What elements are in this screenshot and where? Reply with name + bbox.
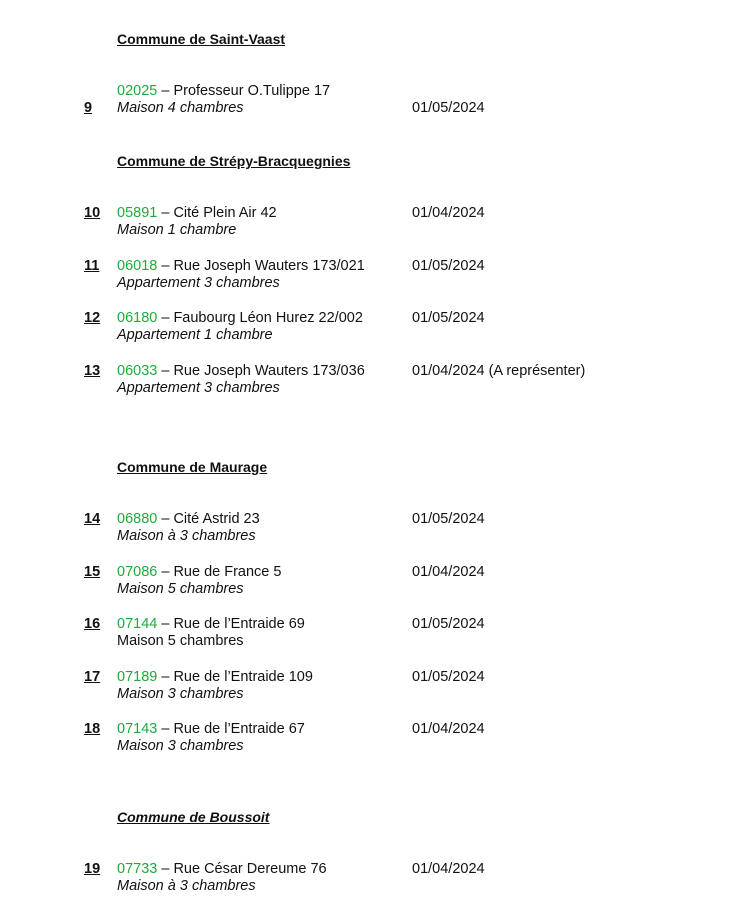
- entry-description: Maison à 3 chambres: [117, 878, 256, 894]
- entry-street: – Rue Joseph Wauters 173/021: [157, 258, 365, 274]
- entry-date: 01/05/2024: [412, 511, 485, 527]
- list-item: [0, 720, 751, 756]
- entry-date: 01/04/2024: [412, 564, 485, 580]
- entry-description: Maison à 3 chambres: [117, 528, 256, 544]
- entry-description: Appartement 3 chambres: [117, 380, 280, 396]
- entry-date: 01/04/2024: [412, 721, 485, 737]
- entry-code: 06180: [117, 310, 158, 326]
- entry-street: – Cité Plein Air 42: [157, 205, 277, 221]
- entry-code: 07189: [117, 669, 158, 685]
- entry-code: 06033: [117, 363, 158, 379]
- entry-street: – Rue de l’Entraide 69: [157, 616, 305, 632]
- entry-number: 10: [84, 205, 101, 221]
- entry-address: [117, 563, 281, 581]
- section-heading-strepy-bracquegnies: Commune de Strépy-Bracquegnies: [117, 153, 351, 169]
- entry-code: 06018: [117, 258, 158, 274]
- entry-date: 01/05/2024: [412, 669, 485, 685]
- entry-code: 07086: [117, 564, 158, 580]
- entry-description: Maison 5 chambres: [117, 633, 244, 649]
- entry-address: [117, 615, 305, 633]
- entry-address: [117, 257, 365, 275]
- section-heading-boussoit: Commune de Boussoit: [117, 809, 270, 825]
- entry-address: [117, 82, 330, 100]
- entry-address: [117, 668, 313, 686]
- entry-street: – Cité Astrid 23: [157, 511, 260, 527]
- list-item: [0, 510, 751, 546]
- list-item: [0, 257, 751, 293]
- entry-description: Appartement 1 chambre: [117, 327, 273, 343]
- entry-date: 01/04/2024 (A représenter): [412, 363, 586, 379]
- entry-number: 17: [84, 669, 101, 685]
- entry-description: Maison 5 chambres: [117, 581, 244, 597]
- entry-code: 07144: [117, 616, 158, 632]
- list-item: [0, 860, 751, 896]
- entry-number: 18: [84, 721, 101, 737]
- entry-date: 01/04/2024: [412, 861, 485, 877]
- entry-description: Appartement 3 chambres: [117, 275, 280, 291]
- entry-street: – Rue de l’Entraide 109: [157, 669, 313, 685]
- entry-number: 13: [84, 363, 101, 379]
- list-item: [0, 82, 751, 118]
- entry-code: 07143: [117, 721, 158, 737]
- entry-number: 16: [84, 616, 101, 632]
- section-heading-saint-vaast: Commune de Saint-Vaast: [117, 31, 286, 47]
- entry-date: 01/05/2024: [412, 310, 485, 326]
- entry-street: – Faubourg Léon Hurez 22/002: [157, 310, 363, 326]
- list-item: [0, 362, 751, 398]
- entry-address: [117, 510, 260, 528]
- entry-number: 9: [84, 100, 93, 116]
- entry-address: [117, 204, 277, 222]
- entry-street: – Rue Joseph Wauters 173/036: [157, 363, 365, 379]
- entry-address: [117, 860, 327, 878]
- entry-description: Maison 3 chambres: [117, 686, 244, 702]
- entry-date: 01/04/2024: [412, 205, 485, 221]
- entry-address: [117, 309, 363, 327]
- section-heading-maurage: Commune de Maurage: [117, 459, 268, 475]
- entry-number: 19: [84, 861, 101, 877]
- entry-code: 07733: [117, 861, 158, 877]
- entry-description: Maison 3 chambres: [117, 738, 244, 754]
- list-item: [0, 615, 751, 651]
- entry-code: 06880: [117, 511, 158, 527]
- entry-description: Maison 4 chambres: [117, 100, 244, 116]
- list-item: [0, 204, 751, 240]
- entry-address: [117, 720, 305, 738]
- list-item: [0, 309, 751, 345]
- entry-code: 02025: [117, 83, 158, 99]
- entry-description: Maison 1 chambre: [117, 222, 237, 238]
- entry-number: 11: [84, 258, 100, 274]
- entry-street: – Rue César Dereume 76: [157, 861, 327, 877]
- entry-number: 14: [84, 511, 101, 527]
- entry-date: 01/05/2024: [412, 100, 485, 116]
- entry-address: [117, 362, 365, 380]
- entry-street: – Professeur O.Tulippe 17: [157, 83, 331, 99]
- entry-number: 15: [84, 564, 101, 580]
- list-item: [0, 668, 751, 704]
- entry-code: 05891: [117, 205, 158, 221]
- entry-date: 01/05/2024: [412, 616, 485, 632]
- list-item: [0, 563, 751, 599]
- entry-street: – Rue de France 5: [157, 564, 282, 580]
- entry-street: – Rue de l’Entraide 67: [157, 721, 305, 737]
- entry-date: 01/05/2024: [412, 258, 485, 274]
- entry-number: 12: [84, 310, 101, 326]
